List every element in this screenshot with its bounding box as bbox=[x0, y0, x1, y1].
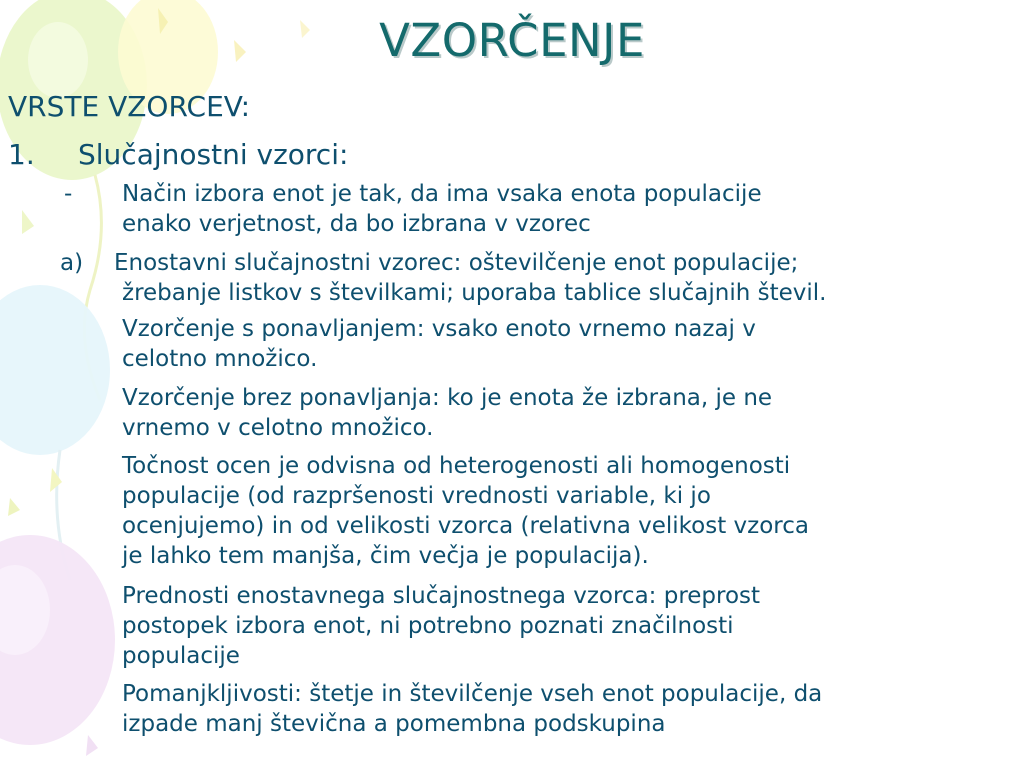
paragraph-line: postopek izbora enot, ni potrebno poznati značilnosti bbox=[122, 613, 734, 639]
paragraph-line: populacije bbox=[122, 643, 240, 669]
list-number: 1. bbox=[8, 138, 35, 171]
paragraph-line: Prednosti enostavnega slučajnostnega vzorca: preprost bbox=[122, 583, 761, 609]
paragraph-line: izpade manj števična a pomembna podskupina bbox=[122, 711, 666, 737]
dash-bullet: - bbox=[64, 181, 73, 207]
paragraph-line: populacije (od razpršenosti vrednosti variable, ki jo bbox=[122, 483, 711, 509]
list-item-text: Slučajnostni vzorci: bbox=[78, 138, 349, 171]
paragraph-line: ocenjujemo) in od velikosti vzorca (relativna velikost vzorca bbox=[122, 513, 809, 539]
paragraph-line: Vzorčenje s ponavljanjem: vsako enoto vrnemo nazaj v bbox=[122, 316, 756, 342]
subitem-line: Enostavni slučajnostni vzorec: oštevilčenje enot populacije; bbox=[114, 250, 799, 276]
definition-line: enako verjetnost, da bo izbrana v vzorec bbox=[122, 211, 591, 237]
section-heading: VRSTE VZORCEV: bbox=[8, 90, 251, 123]
definition-line: Način izbora enot je tak, da ima vsaka enota populacije bbox=[122, 181, 762, 207]
paragraph-line: Vzorčenje brez ponavljanja: ko je enota že izbrana, je ne bbox=[122, 385, 773, 411]
paragraph-line: je lahko tem manjša, čim večja je populacija). bbox=[122, 543, 649, 569]
paragraph-line: Pomanjkljivosti: štetje in številčenje vseh enot populacije, da bbox=[122, 681, 823, 707]
paragraph-line: Točnost ocen je odvisna od heterogenosti ali homogenosti bbox=[122, 453, 791, 479]
paragraph-line: celotno množico. bbox=[122, 346, 318, 372]
paragraph-line: vrnemo v celotno množico. bbox=[122, 415, 434, 441]
slide-title: VZORČENJE bbox=[379, 14, 645, 67]
subitem-line: žrebanje listkov s številkami; uporaba tablice slučajnih števil. bbox=[122, 280, 827, 306]
subitem-marker: a) bbox=[60, 250, 84, 276]
